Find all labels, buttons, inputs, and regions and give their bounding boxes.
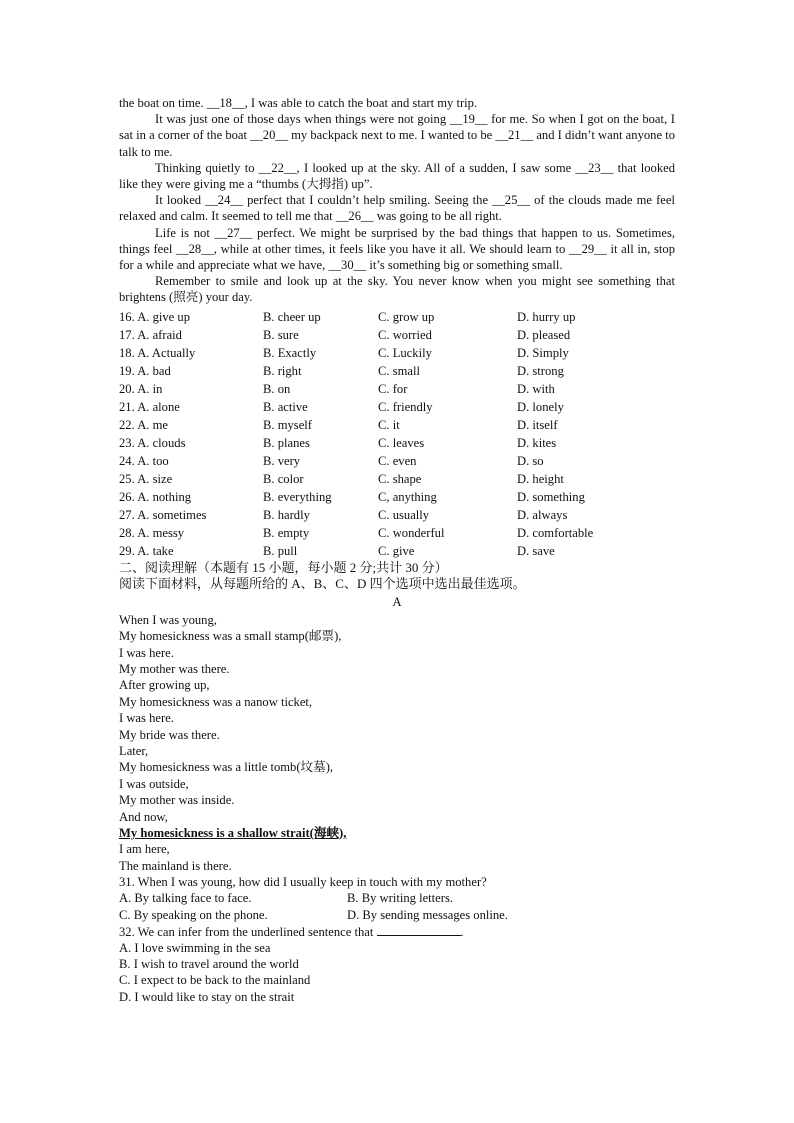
option-c: C. friendly	[378, 399, 433, 414]
option-c: C. give	[378, 543, 415, 558]
option-b: B. everything	[263, 489, 332, 504]
option-row	[119, 434, 675, 452]
option-d: D. strong	[517, 363, 564, 378]
option-b: B. color	[263, 471, 304, 486]
poem-line: Later,	[119, 743, 149, 758]
option-a: 24. A. too	[119, 453, 169, 468]
option-a: 20. A. in	[119, 381, 163, 396]
option-c: C. Luckily	[378, 345, 432, 360]
exam-page	[119, 95, 675, 1005]
answer-blank	[377, 923, 461, 936]
option-d: D. height	[517, 471, 564, 486]
question-stem	[119, 923, 675, 940]
section-instruction: 阅读下面材料，从每题所给的 A、B、C、D 四个选项中选出最佳选项。	[119, 575, 526, 591]
option-c: C. usually	[378, 507, 430, 522]
option-a: 28. A. messy	[119, 525, 185, 540]
option-c: C. worried	[378, 327, 432, 342]
option-row	[119, 907, 675, 923]
question-stem-text: 32. We can infer from the underlined sentence that	[119, 924, 374, 939]
option-row	[119, 380, 675, 398]
option-d: D. always	[517, 507, 568, 522]
option-d: D. By sending messages online.	[347, 907, 508, 922]
poem-line: My homesickness was a little tomb(坟墓),	[119, 760, 334, 775]
option-d: D. Simply	[517, 345, 569, 360]
option-b: B. empty	[263, 525, 310, 540]
poem-line: My mother was there.	[119, 662, 230, 677]
option-row	[119, 452, 675, 470]
option-d: D. hurry up	[517, 309, 576, 324]
option-c: C. shape	[378, 471, 422, 486]
poem-line: My mother was inside.	[119, 793, 235, 808]
option-row	[119, 890, 675, 906]
option-row	[119, 524, 675, 542]
option-c: C. for	[378, 381, 408, 396]
poem-line: After growing up,	[119, 678, 210, 693]
cloze-paragraph: Remember to smile and look up at the sky. You never know when you might see something that brightens (照亮) your day.	[119, 274, 675, 305]
option-d: D. kites	[517, 435, 557, 450]
option-a: 27. A. sometimes	[119, 507, 207, 522]
poem-line: The mainland is there.	[119, 858, 232, 873]
option-a: A. I love swimming in the sea	[119, 940, 271, 955]
option-a: 22. A. me	[119, 417, 168, 432]
option-a: 17. A. afraid	[119, 327, 182, 342]
poem-line: I was here.	[119, 711, 174, 726]
passage-label: A	[392, 594, 402, 609]
option-d: D. lonely	[517, 399, 564, 414]
option-b: B. hardly	[263, 507, 310, 522]
option-c: C. leaves	[378, 435, 425, 450]
question-stem: 31. When I was young, how did I usually keep in touch with my mother?	[119, 875, 487, 890]
option-b: B. Exactly	[263, 345, 317, 360]
cloze-options	[119, 308, 675, 560]
poem-line: I was outside,	[119, 776, 189, 791]
poem-line: When I was young,	[119, 612, 217, 627]
option-b: B. on	[263, 381, 291, 396]
option-a: 16. A. give up	[119, 309, 191, 324]
option-c: C. small	[378, 363, 420, 378]
option-row	[119, 344, 675, 362]
option-row	[119, 506, 675, 524]
option-row	[119, 362, 675, 380]
option-c: C, anything	[378, 489, 437, 504]
option-a: 26. A. nothing	[119, 489, 192, 504]
poem-line: I am here,	[119, 842, 170, 857]
option-b: B. I wish to travel around the world	[119, 957, 299, 972]
section-title: 二、阅读理解（本题有 15 小题，每小题 2 分;共计 30 分）	[119, 559, 448, 575]
option-row	[119, 308, 675, 326]
option-d: D. I would like to stay on the strait	[119, 989, 295, 1004]
option-b: B. myself	[263, 417, 312, 432]
poem-line: My homesickness was a small stamp(邮票),	[119, 629, 342, 644]
option-c: C. it	[378, 417, 400, 432]
option-a: 21. A. alone	[119, 399, 180, 414]
poem	[119, 612, 675, 874]
question-31	[119, 874, 675, 923]
option-row	[119, 542, 675, 560]
option-a: 18. A. Actually	[119, 345, 196, 360]
option-a: A. By talking face to face.	[119, 891, 252, 906]
option-b: B. sure	[263, 327, 299, 342]
option-b: B. pull	[263, 543, 298, 558]
option-a: 25. A. size	[119, 471, 173, 486]
option-a: 19. A. bad	[119, 363, 171, 378]
option-row	[119, 470, 675, 488]
option-b: B. cheer up	[263, 309, 321, 324]
poem-line: I was here.	[119, 645, 174, 660]
option-a: 23. A. clouds	[119, 435, 186, 450]
option-b: B. active	[263, 399, 308, 414]
option-d: D. so	[517, 453, 544, 468]
option-d: D. save	[517, 543, 555, 558]
option-c: C. By speaking on the phone.	[119, 907, 268, 922]
question-32	[119, 923, 675, 1005]
poem-line: And now,	[119, 809, 168, 824]
option-row	[119, 326, 675, 344]
option-d: D. with	[517, 381, 555, 396]
cloze-paragraph: the boat on time. __18__, I was able to catch the boat and start my trip.	[119, 96, 478, 110]
poem-line: My homesickness was a nanow ticket,	[119, 694, 313, 709]
option-c: C. grow up	[378, 309, 435, 324]
cloze-paragraph: It was just one of those days when things were not going __19__ for me. So when I got on the boat, I sat in a corner of the boat __20__ my backpack next to me. I wanted to be __21__ and I didn’t want anyone to talk to me.	[119, 112, 675, 159]
option-c: C. I expect to be back to the mainland	[119, 973, 311, 988]
option-row	[119, 488, 675, 506]
cloze-paragraph: Life is not __27__ perfect. We might be surprised by the bad things that happen to us. Sometimes, things feel __28__, while at other times, it feels like you have it all. We should learn to __29__ it all in, stop for a while and appreciate what we have, __30__ it’s something big or something small.	[119, 225, 675, 273]
option-row	[119, 398, 675, 416]
option-row	[119, 416, 675, 434]
option-b: B. By writing letters.	[347, 891, 453, 906]
cloze-paragraph: Thinking quietly to __22__, I looked up at the sky. All of a sudden, I saw some __23__ that looked like they were giving me a “thumbs (大拇指) up”.	[119, 160, 675, 192]
option-b: B. right	[263, 363, 302, 378]
option-b: B. very	[263, 453, 301, 468]
underlined-sentence: My homesickness is a shallow strait(海峡),	[119, 825, 347, 840]
option-c: C. wonderful	[378, 525, 445, 540]
option-a: 29. A. take	[119, 543, 174, 558]
question-stem-end: .	[460, 924, 464, 939]
poem-line: My bride was there.	[119, 727, 220, 742]
option-d: D. itself	[517, 417, 558, 432]
option-d: D. pleased	[517, 327, 571, 342]
option-b: B. planes	[263, 435, 310, 450]
cloze-passage	[119, 95, 675, 306]
cloze-paragraph: It looked __24__ perfect that I couldn’t help smiling. Seeing the __25__ of the clouds made me feel relaxed and calm. It seemed to tell me that __26__ was going to be all right.	[119, 193, 675, 224]
option-d: D. comfortable	[517, 525, 594, 540]
option-c: C. even	[378, 453, 417, 468]
option-d: D. something	[517, 489, 585, 504]
